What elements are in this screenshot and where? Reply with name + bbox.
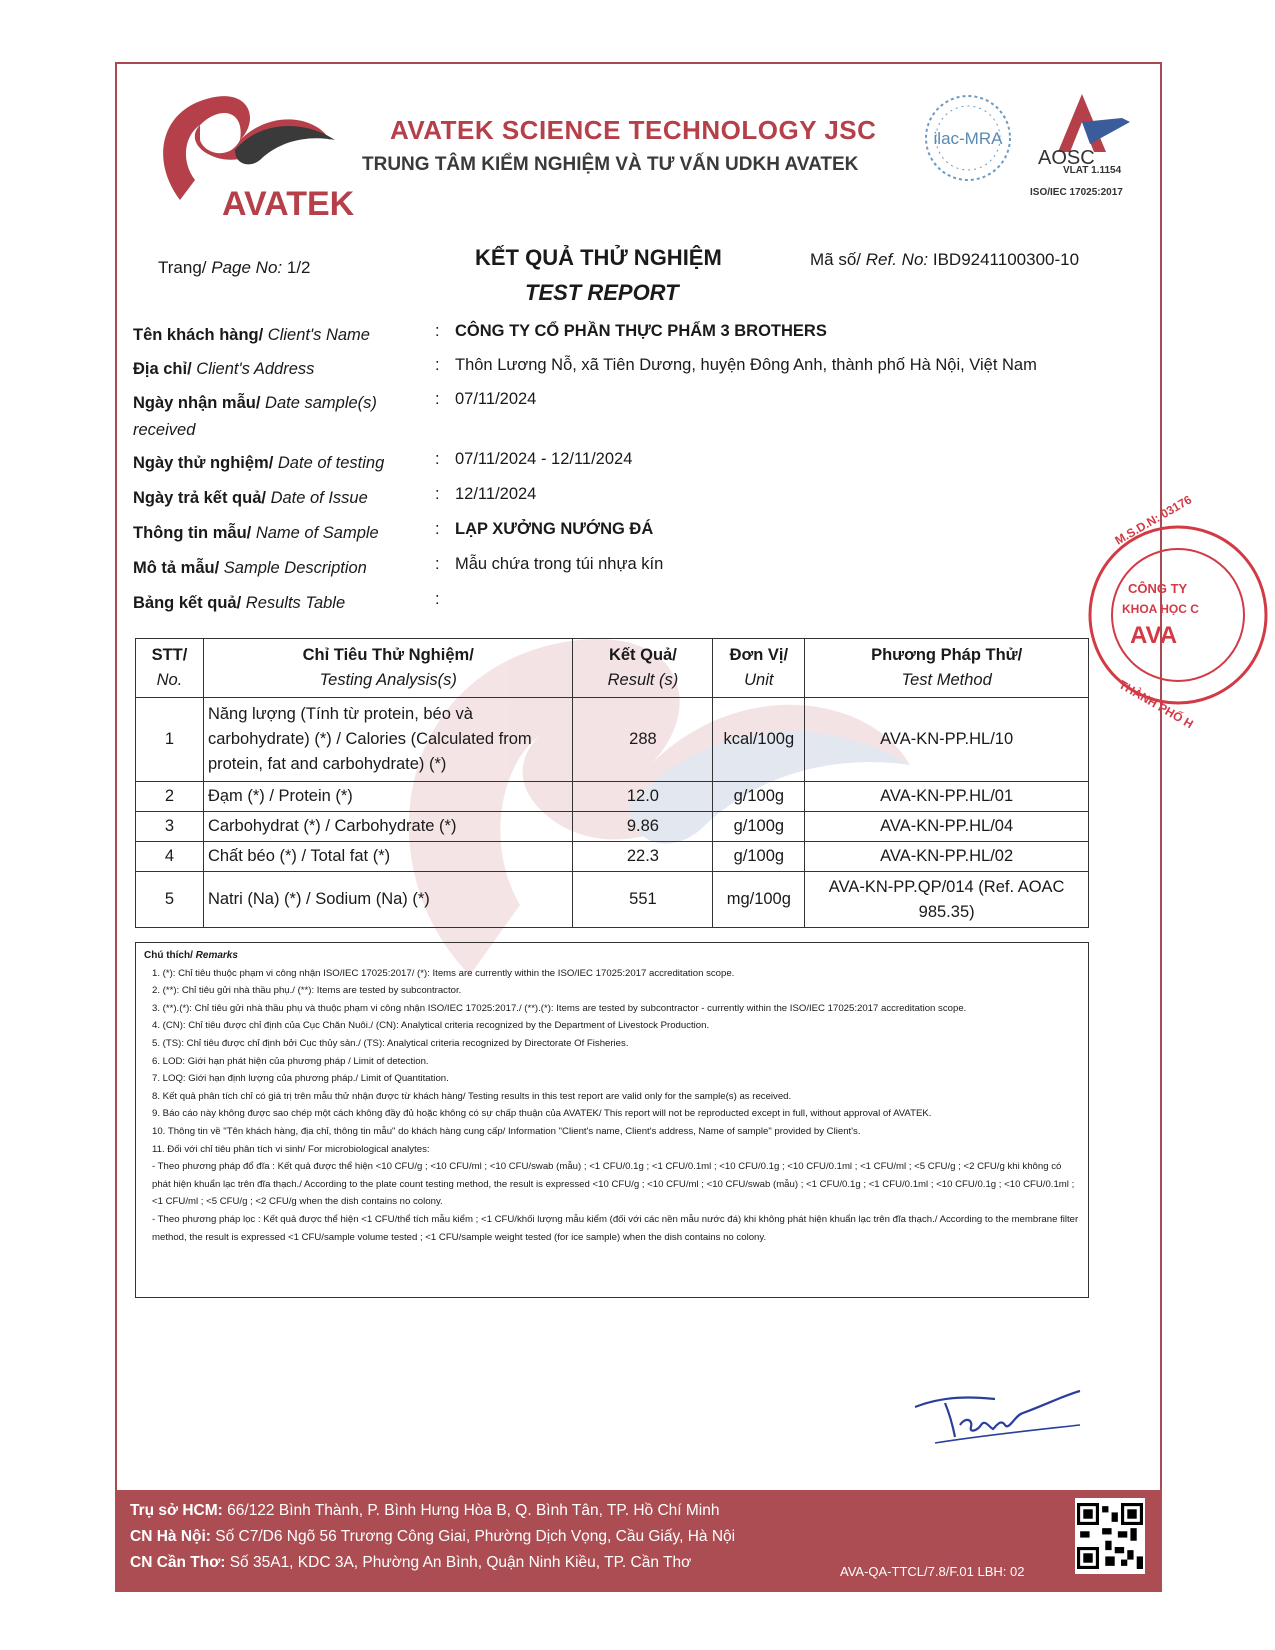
form-code: AVA-QA-TTCL/7.8/F.01 LBH: 02	[840, 1564, 1025, 1579]
sample-name-value: LẠP XƯỞNG NƯỚNG ĐÁ	[455, 520, 654, 538]
company-name: AVATEK SCIENCE TECHNOLOGY JSC	[390, 115, 877, 145]
aosc-vlat: VLAT 1.1154	[1063, 165, 1122, 176]
row-result: 12.0	[573, 782, 713, 812]
row-no: 5	[136, 872, 204, 928]
remark-item: 6. LOD: Giới hạn phát hiện của phương pháp / Limit of detection.	[152, 1055, 429, 1067]
stamp-text-bottom: THÀNH PHỐ H	[1116, 677, 1196, 732]
remark-item: 11. Đối với chỉ tiêu phân tích vi sinh/ For microbiological analytes:	[152, 1143, 430, 1155]
header-method: Phương Pháp Thử/ Test Method	[805, 639, 1089, 698]
table-row	[136, 872, 1089, 928]
ref-label-vn: Mã số/	[810, 250, 862, 269]
stamp-text-mid2: KHOA HỌC C	[1122, 602, 1199, 616]
aosc-iso: ISO/IEC 17025:2017	[1030, 187, 1123, 198]
remark-item: 3. (**).(*): Chỉ tiêu gửi nhà thầu phụ và thuộc phạm vi công nhận ISO/IEC 17025:2017./ (**).(*): Items are tested by subcontractor - currently within the ISO/IEC 17025:2017 accreditation scope.	[152, 1002, 967, 1014]
signature	[905, 1385, 1085, 1445]
row-result: 288	[573, 698, 713, 782]
remark-item: 4. (CN): Chỉ tiêu được chỉ định của Cục Chăn Nuôi./ (CN): Analytical criteria recognized by the Department of Livestock Production.	[152, 1020, 710, 1032]
page-value: 1/2	[286, 258, 311, 277]
remark-item: 10. Thông tin về "Tên khách hàng, địa chỉ, thông tin mẫu" do khách hàng cung cấp/ Information "Client's name, Client's address, Name of sample" provided by Client's.	[152, 1125, 861, 1137]
row-analysis: Natri (Na) (*) / Sodium (Na) (*)	[203, 872, 573, 928]
remark-item: 9. Báo cáo này không được sao chép một cách không đầy đủ hoặc không có sự chấp thuận của AVATEK/ This report will not be reproducted except in full, without approval of AVATEK.	[152, 1108, 932, 1120]
company-subtitle: TRUNG TÂM KIỂM NGHIỆM VÀ TƯ VẤN UDKH AVATEK	[362, 154, 859, 175]
stamp-text-mid3: AVA	[1130, 622, 1178, 649]
row-result: 551	[573, 872, 713, 928]
ilac-mra-logo	[922, 92, 1014, 184]
date-testing-value: 07/11/2024 - 12/11/2024	[455, 450, 633, 468]
row-unit: g/100g	[713, 782, 805, 812]
row-method: AVA-KN-PP.QP/014 (Ref. AOAC 985.35)	[805, 872, 1089, 928]
row-method: AVA-KN-PP.HL/02	[805, 842, 1089, 872]
row-method: AVA-KN-PP.HL/01	[805, 782, 1089, 812]
footer	[115, 1490, 1162, 1592]
header-result: Kết Quả/ Result (s)	[573, 639, 713, 698]
row-no: 2	[136, 782, 204, 812]
ref-label-en: Ref. No:	[865, 250, 929, 269]
row-result: 22.3	[573, 842, 713, 872]
remark-item: 5. (TS): Chỉ tiêu được chỉ định bởi Cục thủy sản./ (TS): Analytical criteria recognized by Directorate Of Fisheries.	[152, 1037, 629, 1049]
aosc-logo	[1030, 92, 1140, 172]
row-unit: mg/100g	[713, 872, 805, 928]
page-number	[158, 258, 311, 278]
company-stamp	[1088, 492, 1199, 732]
stamp-text-top: M.S.D.N: 03176	[1112, 492, 1195, 548]
footer-hanoi: CN Hà Nội: Số C7/D6 Ngõ 56 Trương Công Giai, Phường Dịch Vọng, Cầu Giấy, Hà Nội	[130, 1528, 736, 1545]
row-result: 9.86	[573, 812, 713, 842]
report-title-vn: KẾT QUẢ THỬ NGHIỆM	[475, 245, 722, 270]
row-analysis: Năng lượng (Tính từ protein, béo và carbohydrate) (*) / Calories (Calculated from protein, fat and carbohydrate) (*)	[203, 698, 573, 782]
row-no: 4	[136, 842, 204, 872]
client-name-value: CÔNG TY CỔ PHẦN THỰC PHẨM 3 BROTHERS	[455, 322, 827, 340]
footer-hcm: Trụ sở HCM: 66/122 Bình Thành, P. Bình Hưng Hòa B, Q. Bình Tân, TP. Hồ Chí Minh	[130, 1502, 720, 1519]
header-analysis: Chỉ Tiêu Thử Nghiệm/ Testing Analysis(s)	[203, 639, 573, 698]
ilac-text: ilac-MRA	[933, 129, 1003, 148]
row-unit: g/100g	[713, 812, 805, 842]
page-label-en: Page No:	[211, 258, 283, 277]
row-analysis: Đạm (*) / Protein (*)	[203, 782, 573, 812]
row-analysis: Chất béo (*) / Total fat (*)	[203, 842, 573, 872]
header-unit: Đơn Vị/ Unit	[713, 639, 805, 698]
remark-item: - Theo phương pháp đổ đĩa : Kết quả được thể hiện <10 CFU/g ; <10 CFU/ml ; <10 CFU/swab (mẫu) ; <1 CFU/0.1g ; <1 CFU/0.1ml ; <10 CFU/0.1g ; <10 CFU/0.1ml ; <1 CFU/ml ; <5 CFU/g ; <2 CFU/g khi không có phát hiện khuẩn lạc trên đĩa thạch./ According to the plate count testing method, the result is expressed <10 CFU/g ; <10 CFU/ml ; <10 CFU/swab (mẫu) ; <1 CFU/0.1g ; <1 CFU/0.1ml ; <10 CFU/0.1g ; <10 CFU/0.1ml ; <1 CFU/ml ; <5 CFU/g ; <2 CFU/g when the dish contains no colony.	[152, 1161, 1075, 1208]
remarks-title: Chú thích/ Remarks	[144, 950, 238, 961]
header-no: STT/ No.	[136, 639, 204, 698]
row-method: AVA-KN-PP.HL/04	[805, 812, 1089, 842]
table-row	[136, 812, 1089, 842]
remark-item: - Theo phương pháp lọc : Kết quả được thể hiện <1 CFU/thể tích mẫu kiểm ; <1 CFU/khối lượng mẫu kiểm (đối với các nền mẫu nước đá) khi không phát hiện khuẩn lạc trên đĩa thạch./ According to the membrane filter method, the result is expressed <1 CFU/sample volume tested ; <1 CFU/sample weight tested (for ice sample) when the dish contains no colony.	[152, 1213, 1079, 1243]
row-analysis: Carbohydrat (*) / Carbohydrate (*)	[203, 812, 573, 842]
row-no: 3	[136, 812, 204, 842]
results-table-header	[136, 639, 1089, 698]
row-unit: kcal/100g	[713, 698, 805, 782]
row-method: AVA-KN-PP.HL/10	[805, 698, 1089, 782]
avatek-logo	[140, 80, 355, 230]
client-address-value: Thôn Lương Nỗ, xã Tiên Dương, huyện Đông Anh, thành phố Hà Nội, Việt Nam	[455, 356, 1037, 374]
qr-code-icon	[1075, 1498, 1145, 1574]
ref-value: IBD9241100300-10	[932, 250, 1080, 269]
reference-number	[810, 250, 1079, 270]
date-received-value: 07/11/2024	[455, 390, 537, 408]
remark-item: 7. LOQ: Giới hạn định lượng của phương pháp./ Limit of Quantitation.	[152, 1073, 449, 1085]
remarks-box	[135, 942, 1089, 1298]
remark-item: 1. (*): Chỉ tiêu thuộc phạm vi công nhận ISO/IEC 17025:2017/ (*): Items are currently within the ISO/IEC 17025:2017 accreditation scope.	[152, 967, 735, 979]
date-issue-value: 12/11/2024	[455, 485, 537, 503]
footer-cantho: CN Cần Thơ: Số 35A1, KDC 3A, Phường An Bình, Quận Ninh Kiều, TP. Cần Thơ	[130, 1554, 692, 1571]
stamp-text-mid1: CÔNG TY	[1128, 581, 1188, 596]
logo-text: AVATEK	[222, 185, 355, 223]
remark-item: 8. Kết quả phân tích chỉ có giá trị trên mẫu thử nhận được từ khách hàng/ Testing results in this test report are valid only for the sample(s) as received.	[152, 1090, 792, 1102]
table-row	[136, 782, 1089, 812]
remark-item: 2. (**): Chỉ tiêu gửi nhà thầu phụ./ (**): Items are tested by subcontractor.	[152, 985, 462, 997]
row-no: 1	[136, 698, 204, 782]
results-table	[135, 638, 1089, 928]
row-unit: g/100g	[713, 842, 805, 872]
table-row	[136, 698, 1089, 782]
table-row	[136, 842, 1089, 872]
sample-description-value: Mẫu chứa trong túi nhựa kín	[455, 555, 664, 573]
aosc-text: AOSC	[1038, 147, 1095, 169]
report-title-en: TEST REPORT	[525, 280, 679, 305]
page-label-vn: Trang/	[158, 258, 207, 277]
